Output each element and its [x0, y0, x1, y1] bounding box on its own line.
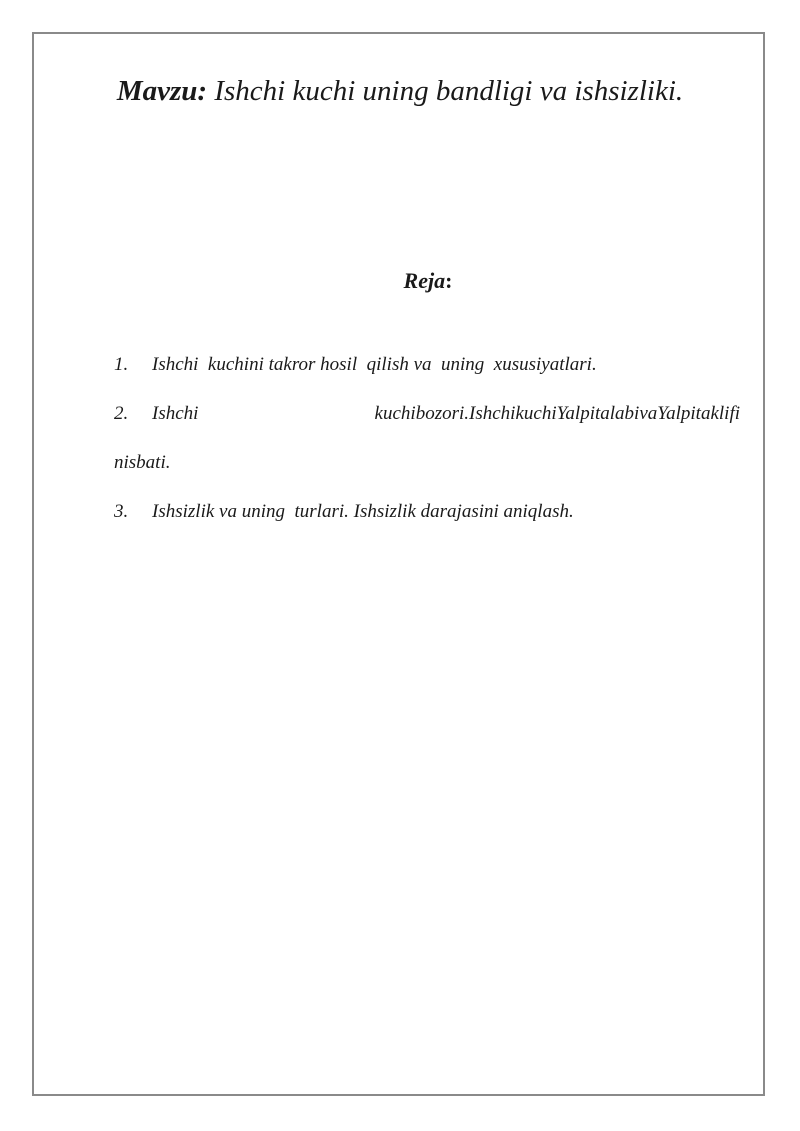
- plan-item-text: Ishsizlik va uning turlari. Ishsizlik darajasini aniqlash.: [152, 501, 574, 522]
- plan-item-word: taklifi: [695, 403, 740, 424]
- plan-item-number: 1.: [114, 354, 129, 375]
- plan-item-word: Ishchi: [469, 403, 516, 424]
- plan-item-1: [114, 340, 740, 389]
- plan-item-text: Ishchi kuchini takror hosil qilish va uning xususiyatlari.: [152, 354, 597, 375]
- plan-item-word: va: [639, 403, 658, 424]
- plan-item-word: Yalpi: [657, 403, 696, 424]
- plan-item-2-line-1: [114, 389, 740, 438]
- plan-item-word: kuchi: [515, 403, 557, 424]
- plan-heading: [0, 268, 800, 294]
- title-text: Ishchi kuchi uning bandligi va ishsizliki.: [207, 75, 684, 107]
- plan-list: [114, 340, 740, 536]
- plan-item-number: 3.: [114, 501, 129, 522]
- plan-item-number: 2.: [114, 403, 129, 424]
- plan-item-word: Yalpi: [556, 403, 595, 424]
- plan-item-word: Ishchi: [152, 403, 199, 424]
- plan-item-word: talabi: [595, 403, 640, 424]
- document-title: [0, 75, 800, 108]
- plan-heading-text: Reja: [403, 268, 446, 293]
- plan-item-2: [114, 389, 740, 487]
- plan-heading-colon: :: [445, 268, 453, 293]
- plan-item-word: kuchi: [374, 403, 416, 424]
- page-frame: [32, 32, 765, 1096]
- plan-item-3: [114, 487, 740, 536]
- title-label: Mavzu:: [116, 75, 208, 107]
- plan-item-2-line-2: nisbati.: [114, 452, 171, 473]
- plan-item-word: bozori.: [415, 403, 470, 424]
